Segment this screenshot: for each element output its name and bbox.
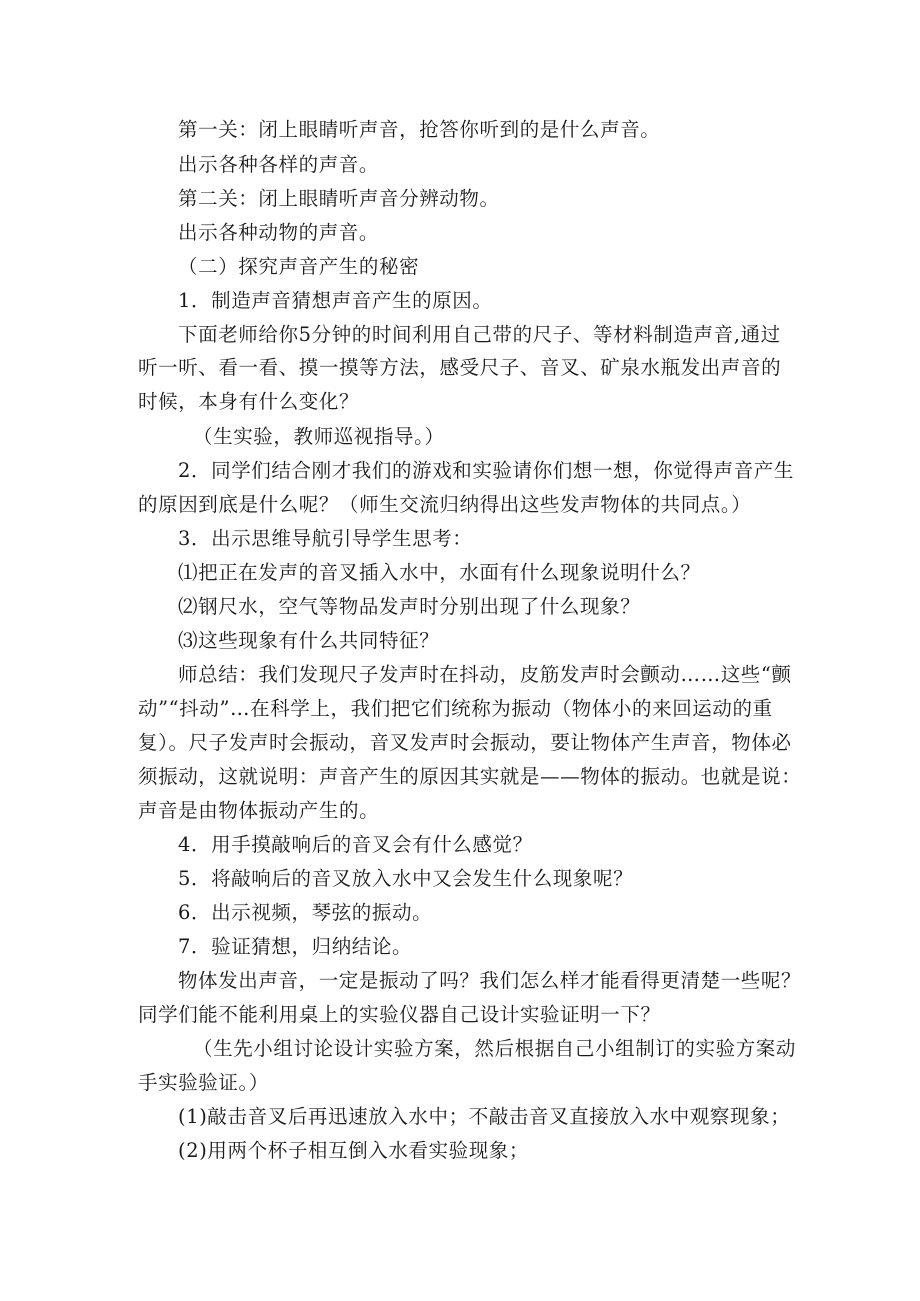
text-line: 复）。尺子发声时会振动，音叉发声时会振动，要让物体产生声音，物体必 bbox=[138, 731, 792, 754]
text-line: (2)用两个杯子相互倒入水看实验现象； bbox=[178, 1139, 530, 1162]
text-line: 第二关：闭上眼睛听声音分辨动物。 bbox=[178, 187, 500, 210]
text-line: 的原因到底是什么呢？（师生交流归纳得出这些发声物体的共同点。） bbox=[138, 493, 752, 516]
text-line: （生实验，教师巡视指导。） bbox=[193, 425, 445, 448]
text-line: 7．验证猜想，归纳结论。 bbox=[178, 935, 413, 958]
text-line: 第一关：闭上眼睛听声音，抢答你听到的是什么声音。 bbox=[178, 118, 661, 141]
text-line: 4．用手摸敲响后的音叉会有什么感觉？ bbox=[178, 833, 533, 856]
text-line: 1．制造声音猜想声音产生的原因。 bbox=[178, 289, 493, 312]
text-line: 同学们能不能利用桌上的实验仪器自己设计实验证明一下？ bbox=[138, 1003, 661, 1026]
text-line: 出示各种动物的声音。 bbox=[178, 221, 380, 244]
text-line: 2．同学们结合刚才我们的游戏和实验请你们想一想，你觉得声音产生 bbox=[178, 459, 795, 482]
text-line: 出示各种各样的声音。 bbox=[178, 153, 380, 176]
text-line: 6．出示视频，琴弦的振动。 bbox=[178, 901, 433, 924]
text-line: 动”“抖动”…在科学上，我们把它们统称为振动（物体小的来回运动的重 bbox=[138, 697, 773, 720]
text-line: 声音是由物体振动产生的。 bbox=[138, 799, 380, 822]
section-heading: （二）探究声音产生的秘密 bbox=[178, 255, 420, 278]
text-line: 听一听、看一看、摸一摸等方法，感受尺子、音叉、矿泉水瓶发出声音的 bbox=[138, 356, 782, 379]
text-line: （生先小组讨论设计实验方案，然后根据自己小组制订的实验方案动 bbox=[193, 1037, 797, 1060]
text-line: (1)敲击音叉后再迅速放入水中；不敲击音叉直接放入水中观察现象； bbox=[178, 1105, 791, 1128]
text-line: 物体发出声音，一定是振动了吗？我们怎么样才能看得更清楚一些呢？ bbox=[178, 969, 802, 992]
text-line: ⑵钢尺水，空气等物品发声时分别出现了什么现象？ bbox=[178, 595, 641, 618]
text-line: 时候，本身有什么变化？ bbox=[138, 390, 360, 413]
text-line: 手实验验证。） bbox=[138, 1071, 269, 1094]
text-line: ⑴把正在发声的音叉插入水中，水面有什么现象说明什么？ bbox=[178, 561, 701, 584]
text-line: 下面老师给你5分钟的时间利用自己带的尺子、等材料制造声音,通过 bbox=[178, 323, 781, 346]
text-line: 须振动，这就说明：声音产生的原因其实就是——物体的振动。也就是说： bbox=[138, 765, 802, 788]
text-line: 师总结：我们发现尺子发声时在抖动，皮筋发声时会颤动……这些“颤 bbox=[178, 663, 792, 686]
text-line: ⑶这些现象有什么共同特征？ bbox=[178, 629, 440, 652]
text-line: 5．将敲响后的音叉放入水中又会发生什么现象呢？ bbox=[178, 867, 634, 890]
text-line: 3．出示思维导航引导学生思考： bbox=[178, 527, 473, 550]
